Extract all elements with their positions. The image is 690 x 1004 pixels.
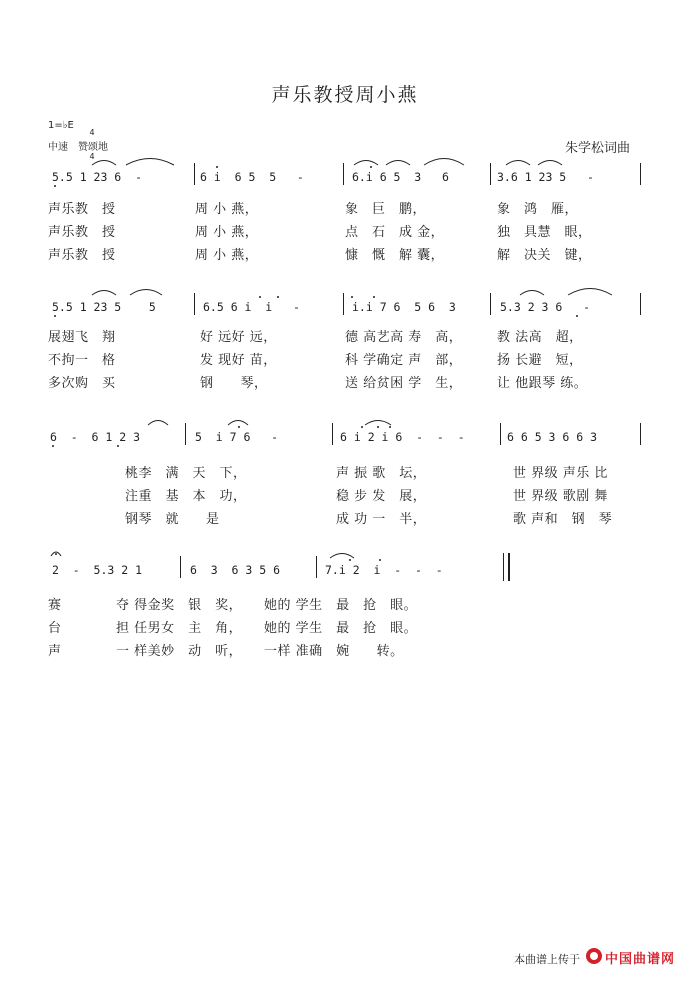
time-signature-bottom: 4 <box>89 152 95 161</box>
slur <box>228 421 248 426</box>
slur <box>538 161 562 166</box>
lyric-line: 她的 学生 最 抢 眼。 <box>264 621 418 636</box>
lyric-line: 钢 琴， <box>200 376 268 391</box>
lyric-line: 科 学确定 声 部， <box>345 353 463 368</box>
lyric-line: 她的 学生 最 抢 眼。 <box>264 598 418 613</box>
measure-notes: 6 i 2 i 6 - - - <box>340 430 465 444</box>
lyric-line: 成 功 一 半， <box>336 512 427 527</box>
slur <box>424 159 464 166</box>
lyric-line: 不拘一 格 <box>48 353 116 368</box>
slur <box>148 421 168 426</box>
lyric-line: 台 <box>48 621 62 636</box>
site-logo[interactable] <box>586 947 686 967</box>
lyric-line: 一 样美妙 动 听， <box>116 644 243 659</box>
measure-notes: 6 i 6 5 5 - <box>200 170 304 184</box>
lyric-line: 德 高艺高 寿 高， <box>345 330 463 345</box>
lyric-line: 周 小 燕， <box>195 248 259 263</box>
measure-notes: 5.5 1 23 6 - <box>52 170 143 184</box>
measure-notes: 6.i 6 5 3 6 <box>352 170 449 184</box>
lyric-line: 担 任男女 主 角， <box>116 621 243 636</box>
lyric-line: 周 小 燕， <box>195 225 259 240</box>
measure-notes: 5 i 7 6 - <box>195 430 279 444</box>
site-logo-text: 中国曲谱网 <box>605 952 676 967</box>
song-title: 声乐教授周小燕 <box>271 84 419 106</box>
measure-notes: 7.i 2 i - - - <box>325 563 443 577</box>
lyric-line: 送 给贫困 学 生， <box>345 376 463 391</box>
lyric-line: 声 振 歌 坛， <box>336 466 427 481</box>
lyric-line: 独 具慧 眼， <box>497 225 592 240</box>
lyric-line: 解 决关 键， <box>497 248 592 263</box>
lyric-line: 钢琴 就 是 <box>125 512 220 527</box>
lyric-line: 教 法高 超， <box>497 330 583 345</box>
slur <box>506 161 530 166</box>
measure-notes: 6 - 6 1 2 3 <box>50 430 141 444</box>
composer-credit: 朱学松词曲 <box>564 141 630 156</box>
lyric-line: 周 小 燕， <box>195 202 259 217</box>
tempo-marking: 中速 赞颂地 <box>48 142 108 153</box>
time-signature-top: 4 <box>89 128 95 137</box>
lyric-line: 多次购 买 <box>48 376 116 391</box>
measure-notes: 6 3 6 3 5 6 <box>190 563 281 577</box>
lyric-line: 象 巨 鹏， <box>345 202 427 217</box>
lyric-line: 注重 基 本 功， <box>125 489 247 504</box>
slur <box>92 161 116 166</box>
key-signature: 1=♭E <box>48 120 74 131</box>
site-logo-icon <box>586 948 602 964</box>
lyric-line: 赛 <box>48 598 62 613</box>
lyric-line: 声乐教 授 <box>48 225 116 240</box>
slur <box>330 554 354 559</box>
lyric-line: 歌 声和 钢 琴 <box>513 512 613 527</box>
slur <box>92 291 116 296</box>
lyric-line: 点 石 成 金， <box>345 225 445 240</box>
lyric-line: 声 <box>48 644 62 659</box>
lyric-line: 夺 得金奖 银 奖， <box>116 598 243 613</box>
measure-notes: 3.6 1 23 5 - <box>497 170 594 184</box>
measure-notes: 5.5 1 23 5 5 <box>52 300 156 314</box>
slur <box>365 421 391 426</box>
lyric-line: 稳 步 发 展， <box>336 489 427 504</box>
lyric-line: 一样 准确 婉 转。 <box>264 644 404 659</box>
fermata-dot <box>55 553 57 555</box>
measure-notes: 2 - 5.3 2 1 <box>52 563 143 577</box>
measure-notes: 5.3 2 3 6 - <box>500 300 591 314</box>
measure-notes: 6 6 5 3 6 6 3 <box>507 430 598 444</box>
slur <box>386 161 410 166</box>
lyric-line: 好 远好 远， <box>200 330 277 345</box>
lyric-line: 世 界级 声乐 比 <box>513 466 608 481</box>
lyric-line: 让 他跟琴 练。 <box>497 376 588 391</box>
lyric-line: 扬 长避 短， <box>497 353 583 368</box>
lyric-line: 象 鸿 雁， <box>497 202 579 217</box>
lyric-line: 声乐教 授 <box>48 248 116 263</box>
slur <box>354 161 378 166</box>
lyric-line: 声乐教 授 <box>48 202 116 217</box>
slur <box>126 159 174 166</box>
lyric-line: 发 现好 苗， <box>200 353 277 368</box>
upload-note: 本曲谱上传于 <box>514 953 580 966</box>
measure-notes: 6.5 6 i i - <box>203 300 300 314</box>
lyric-line: 世 界级 歌剧 舞 <box>513 489 608 504</box>
slur <box>568 289 612 296</box>
lyric-line: 慷 慨 解 囊， <box>345 248 445 263</box>
slur <box>130 290 162 296</box>
measure-notes: i.i 7 6 5 6 3 <box>352 300 456 314</box>
lyric-line: 桃李 满 天 下， <box>125 466 247 481</box>
slur <box>520 291 544 296</box>
lyric-line: 展翅飞 翔 <box>48 330 116 345</box>
